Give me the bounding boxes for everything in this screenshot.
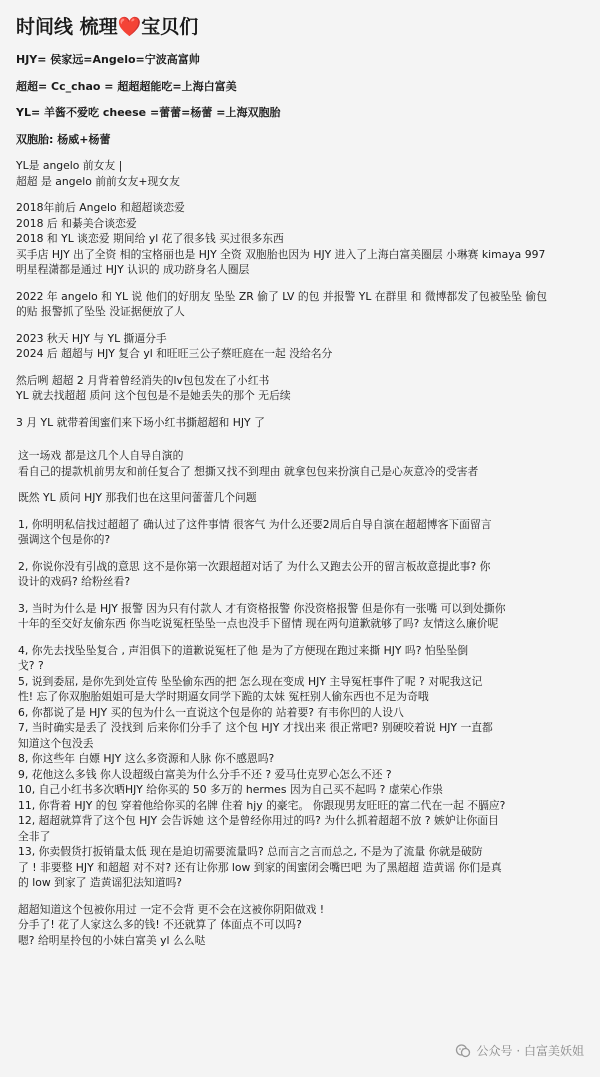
intro-line: 既然 YL 质问 HJY 那我们也在这里问蕾蕾几个问题 — [18, 491, 257, 504]
definition-line: HJY= 侯家远=Angelo=宁波高富帅 — [16, 53, 200, 66]
question-line: 强调这个包是你的? — [18, 533, 111, 546]
question-line: 4, 你先去找坠坠复合 , 声泪俱下的道歉说冤枉了他 是为了方便现在跑过来撕 HJY 吗? 怕坠坠倒 — [18, 643, 469, 657]
question-line: 7, 当时确实是丢了 没找到 后来你们分手了 这个包 HJY 才找出来 很正常吧? 别硬咬着说 HJY 一直都 — [18, 721, 493, 734]
commentary-line: 这一场戏 都是这几个人自导自演的 — [18, 449, 184, 462]
definition-line: YL= 羊酱不爱吃 cheese =蕾蕾=杨蕾 =上海双胞胎 — [16, 106, 281, 119]
timeline-line: 买手店 HJY 出了全资 相的宝格丽也是 HJY 全资 双胞胎也因为 HJY 进入了上海白富美圈层 小琳赛 kimaya 997 — [16, 247, 546, 261]
heart-icon: ❤️ — [117, 16, 142, 38]
relation-line: YL是 angelo 前女友 | — [16, 159, 123, 172]
watermark-text: 公众号 · 白富美妖姐 — [476, 1044, 584, 1058]
question-line: 2, 你说你没有引战的意思 这不是你第一次跟超超对话了 为什么又跑去公开的留言板故意提此事? 你 — [18, 559, 491, 573]
timeline-line: 2018年前后 Angelo 和超超谈恋爱 — [16, 201, 185, 214]
question-list — [16, 643, 584, 891]
commentary-line: 看自己的提款机前男友和前任复合了 想撕又找不到理由 就拿包包来扮演自己是心灰意冷的受害者 — [18, 464, 479, 478]
question-line: 十年的至交好友偷东西 你当吃说冤枉坠坠一点也没手下留情 现在两句道歉就够了吗? 友情这么廉价呢 — [18, 617, 499, 630]
closing-line: 嗯? 给明星拎包的小妹白富美 yl 么么哒 — [18, 933, 206, 947]
page-title — [16, 14, 584, 40]
timeline-line: YL 就去找超超 质问 这个包包是不是她丢失的那个 无后续 — [16, 389, 291, 402]
relation-line: 超超 是 angelo 前前女友+现女友 — [16, 174, 180, 188]
question-line: 3, 当时为什么是 HJY 报警 因为只有付款人 才有资格报警 你没资格报警 但是你有一张嘴 可以到处撕你 — [18, 601, 506, 615]
wechat-icon — [455, 1043, 471, 1059]
question-line: 戈? ? — [18, 659, 44, 672]
question-line: 6, 你都说了是 HJY 买的包为什么一直说这个包是你的 站着要? 有韦你凹的人设八 — [18, 705, 404, 719]
closing-line: 超超知道这个包被你用过 一定不会背 更不会在这被你阴阳做戏 ! — [18, 902, 325, 916]
definitions — [16, 52, 584, 147]
closing-line: 分手了! 花了人家这么多的钱! 不还就算了 体面点不可以吗? — [18, 918, 302, 931]
timeline-line: 2022 年 angelo 和 YL 说 他们的好朋友 坠坠 ZR 偷了 LV 的包 并报警 YL 在群里 和 微博都发了包被坠坠 偷包 — [16, 289, 548, 303]
timeline-line: 2024 后 超超与 HJY 复合 yl 和旺旺三公子蔡旺庭在一起 没给名分 — [16, 347, 333, 360]
watermark — [455, 1042, 584, 1059]
question-line: 13, 你卖假货打扳销量太低 现在是迫切需要流量吗? 总而言之言而总之, 不是为了流量 你就是破防 — [18, 845, 483, 858]
question-line: 10, 自己小红书多次晒HJY 给你买的 50 多万的 hermes 因为自己买不起吗 ? 虚荣心作祟 — [18, 783, 443, 796]
timeline-line: 2023 秋天 HJY 与 YL 撕逼分手 — [16, 331, 167, 345]
question-line: 5, 说到委屈, 是你先到处宣传 坠坠偷东西的把 怎么现在变成 HJY 主导冤枉事件了呢 ? 对呢我这记 — [18, 674, 483, 688]
question-line: 的 low 到家了 造黄谣犯法知道吗? — [18, 876, 183, 889]
question-line: 知道这个包没丢 — [18, 736, 94, 750]
timeline-line: 的贴 报警抓了坠坠 没证据便放了人 — [16, 305, 185, 318]
question-line: 8, 你这些年 白嫖 HJY 这么多资源和人脉 你不感恩吗? — [18, 752, 275, 765]
question-line: 了 ! 非要整 HJY 和超超 对不对? 还有让你那 low 到家的闺蜜闭会嘴巴吧 为了黑超超 造黄谣 你们是真 — [18, 860, 502, 874]
question-line: 11, 你背着 HJY 的包 穿着他给你买的名牌 住着 hjy 的豪宅。 你跟现男友旺旺的富二代在一起 不膈应? — [18, 798, 506, 812]
title-suffix: 宝贝们 — [141, 16, 199, 38]
question-line: 12, 超超就算背了这个包 HJY 会告诉她 这个是曾经你用过的吗? 为什么抓着超超不放 ? 嫉妒让你面目 — [18, 814, 499, 827]
timeline-line: 然后咧 超超 2 月背着曾经消失的lv包包发在了小红书 — [16, 373, 270, 387]
title-text: 时间线 梳理 — [16, 16, 118, 38]
timeline-line: 3 月 YL 就带着闺蜜们来下场小红书撕超超和 HJY 了 — [16, 415, 265, 429]
definition-line: 双胞胎: 杨威+杨蕾 — [16, 132, 111, 146]
question-line: 1, 你明明私信找过超超了 确认过了这件事情 很客气 为什么还要2周后自导自演在超超博客下面留言 — [18, 517, 492, 531]
timeline-line: 明星程潇都是通过 HJY 认识的 成功跻身名人圈层 — [16, 263, 250, 276]
definition-line: 超超= Cc_chao = 超超超能吃=上海白富美 — [16, 79, 237, 93]
question-line: 性! 忘了你双胞胎姐姐可是大学时期逼女同学下跪的太妹 冤枉别人偷东西也不足为奇哦 — [18, 690, 429, 703]
question-line: 全非了 — [18, 829, 51, 843]
timeline-line: 2018 后 和綦美合谈恋爱 — [16, 216, 137, 230]
timeline-line: 2018 和 YL 谈恋爱 期间给 yl 花了很多钱 买过很多东西 — [16, 232, 284, 245]
question-line: 设计的戏码? 给粉丝看? — [18, 575, 131, 588]
question-line: 9, 花他这么多钱 你人设超级白富美为什么分手不还 ? 爱马仕克罗心怎么不还 ? — [18, 767, 392, 781]
